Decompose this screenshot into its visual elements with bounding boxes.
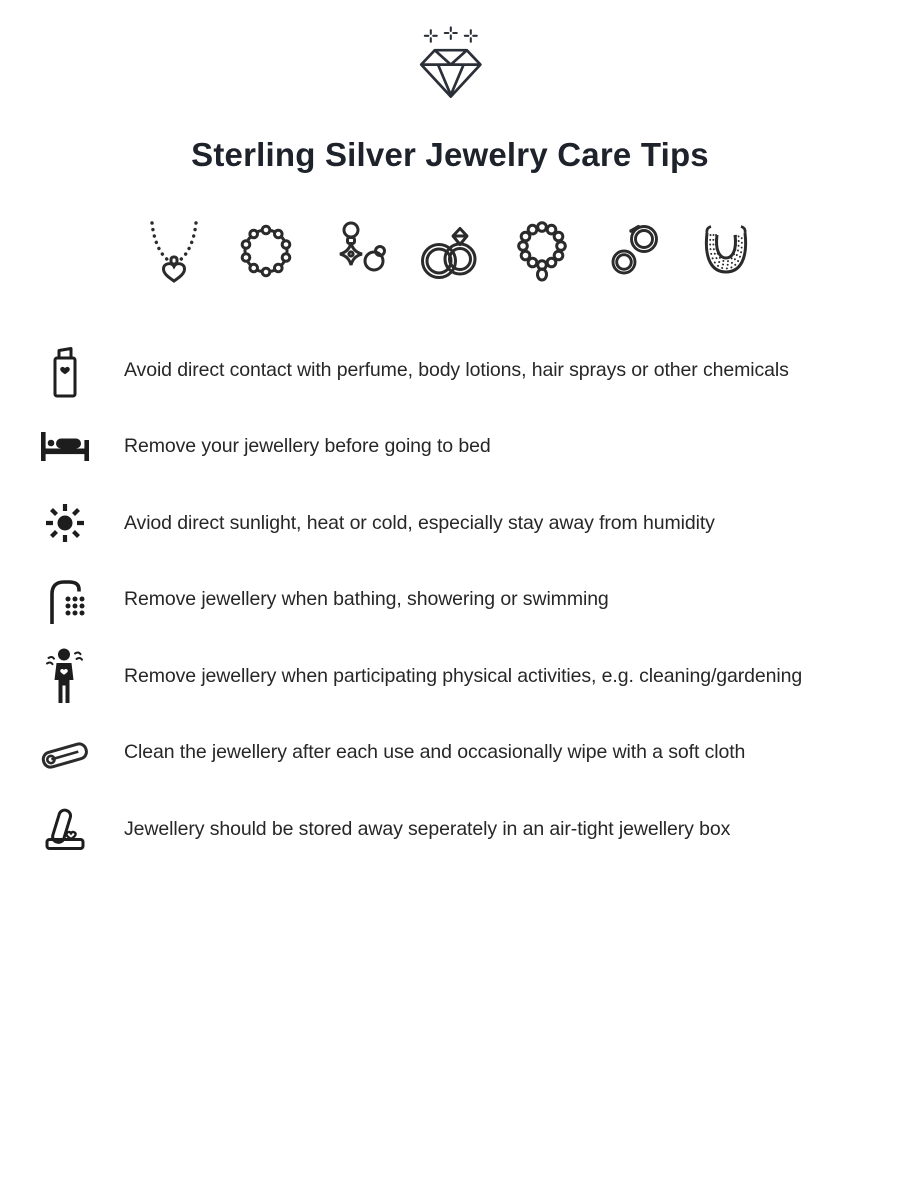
care-tip-row [0,715,900,792]
care-tip-text: Remove jewellery when bathing, showering or swimming [124,588,609,611]
care-tips-list [0,332,900,868]
care-tip-row [0,562,900,639]
page-title: Sterling Silver Jewelry Care Tips [191,136,709,173]
hoop-earrings-icon [601,217,667,283]
person-activity-icon [36,647,94,705]
soft-cloth-icon [36,732,94,774]
charm-bracelet-icon [509,217,575,283]
care-tip-text: Clean the jewellery after each use and occasionally wipe with a soft cloth [124,741,746,764]
heart-pendant-necklace-icon [141,217,207,283]
shower-icon [36,574,94,626]
beaded-bracelet-icon [233,217,299,283]
care-tip-row [0,638,900,715]
care-tip-row [0,485,900,562]
diamond-with-sparkles-icon [0,0,900,100]
sun-icon [36,500,94,546]
care-tip-row [0,332,900,409]
care-tip-text: Jewellery should be stored away seperately in an air-tight jewellery box [124,817,731,840]
care-tip-text: Remove jewellery when participating physical activities, e.g. cleaning/gardening [124,664,803,687]
bed-icon [36,427,94,467]
care-tip-text: Avoid direct contact with perfume, body lotions, hair sprays or other chemicals [124,358,789,381]
drop-earrings-icon [325,217,391,283]
jewellery-box-icon [36,806,94,852]
jewelry-icons-row [0,214,900,286]
cuff-bangle-icon [693,217,759,283]
care-tip-text: Remove your jewellery before going to bed [124,435,491,458]
care-tip-row [0,409,900,486]
care-tip-text: Aviod direct sunlight, heat or cold, especially stay away from humidity [124,511,715,534]
wedding-rings-icon [417,217,483,283]
care-tip-row [0,791,900,868]
perfume-spray-bottle-icon [36,341,94,399]
